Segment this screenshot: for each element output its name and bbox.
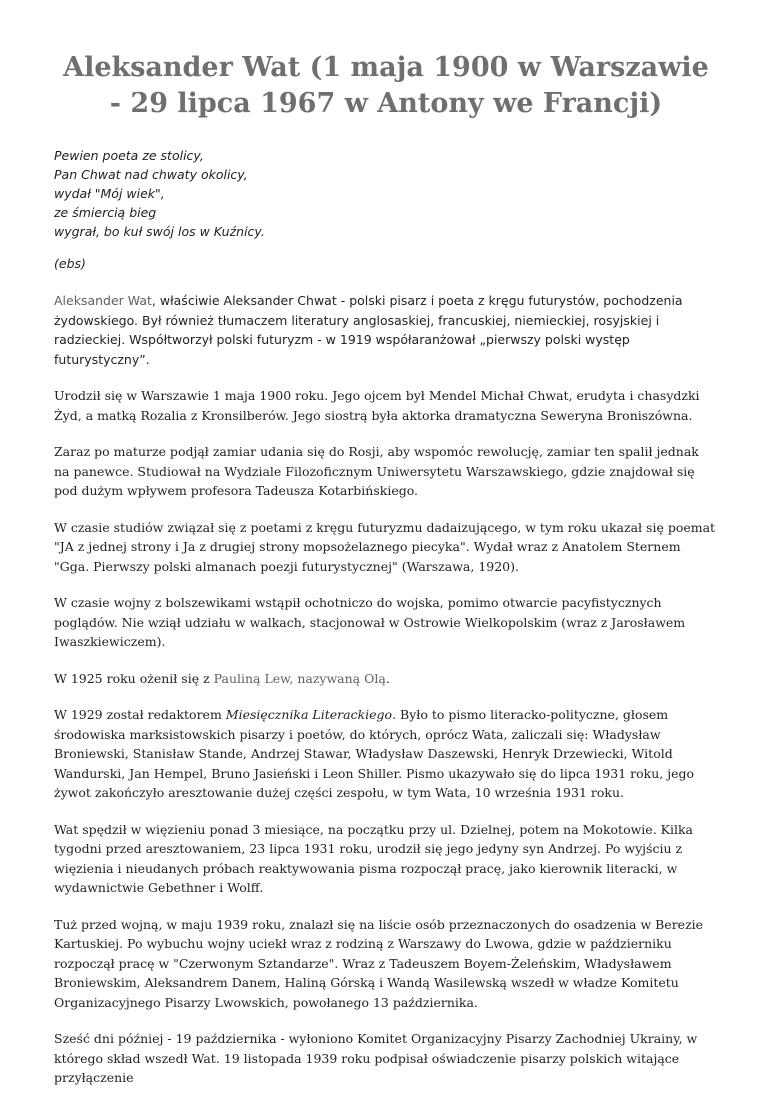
paragraph-studies: Zaraz po maturze podjął zamiar udania się do Rosji, aby wspomóc rewolucję, zamiar ten spalił jednak na panewce. Studiował na Wydziale Filozoficznym Uniwersytetu Warszawskiego, gdzie znajdował się pod dużym wpływem profesora Tadeusza Kotarbińskiego.	[54, 444, 699, 498]
page-title: Aleksander Wat (1 maja 1900 w Warszawie - 29 lipca 1967 w Antony we Francji)	[63, 52, 709, 119]
paragraph-text: . Było to pismo literacko-polityczne, głosem środowiska marksistowskich pisarzy i poetów, do których, oprócz Wata, zaliczali się: Władysław Broniewski, Stanisław Stande, Andrzej Stawar, Władysław Daszewski, Henryk Drzewiecki, Witold Wandurski, Jan Hempel, Bruno Jasieński i Leon Shiller. Pismo ukazywało się do lipca 1931 roku, jego żywot zakończyło aresztowanie dużej części zespołu, w tym Wata, 10 września 1931 roku.	[54, 707, 694, 800]
verse-signature: (ebs)	[54, 256, 86, 271]
paragraph-birth: Urodził się w Warszawie 1 maja 1900 roku. Jego ojcem był Mendel Michał Chwat, erudyta i chasydzki Żyd, a matką Rozalia z Kronsilberów. Jego siostrą była aktorka dramatyczna Seweryna Broniszówna.	[54, 388, 700, 423]
magazine-title: Miesięcznika Literackiego	[225, 707, 393, 722]
verse-line: Pan Chwat nad chwaty okolicy,	[54, 167, 248, 182]
paragraph-futurism: W czasie studiów związał się z poetami z kręgu futuryzmu dadaizującego, w tym roku ukazał się poemat "JA z jednej strony i Ja z drugiej strony mopsożelaznego piecyka". Wydał wraz z Anatolem Sternem "Gga. Pierwszy polski almanach poezji futurystycznej" (Warszawa, 1920).	[54, 519, 716, 574]
wife-link[interactable]: Pauliną Lew, nazywaną Olą	[213, 670, 386, 686]
author-link[interactable]: Aleksander Wat	[54, 293, 152, 308]
verse-line: wydał "Mój wiek",	[54, 186, 165, 201]
paragraph-text: .	[385, 670, 390, 686]
paragraph-text: W 1925 roku ożenił się z	[54, 670, 214, 686]
paragraph-text: W 1929 został redaktorem	[54, 707, 226, 722]
epigram-verse	[54, 146, 718, 241]
document-page	[54, 50, 718, 1105]
paragraph-lwow: Tuż przed wojną, w maju 1939 roku, znalazł się na liście osób przeznaczonych do osadzenia w Berezie Kartuskiej. Po wybuchu wojny uciekł wraz z rodziną z Warszawy do Lwowa, gdzie w październiku rozpoczął pracę w "Czerwonym Sztandarze". Wraz z Tadeuszem Boyem-Żeleńskim, Władysławem Broniewskim, Aleksandrem Danem, Haliną Górską i Wandą Wasilewską wszedł w władze Komitetu Organizacyjnego Pisarzy Lwowskich, powołanego 13 października.	[54, 916, 704, 1010]
paragraph-prison: Wat spędził w więzieniu ponad 3 miesiące, na początku przy ul. Dzielnej, potem na Mokotowie. Kilka tygodni przed aresztowaniem, 23 lipca 1931 roku, urodził się jego jedyny syn Andrzej. Po wyjściu z więzienia i nieudanych próbach reaktywowania pisma rozpoczął pracę, jako kierownik literacki, w wydawnictwie Gebethner i Wolff.	[54, 821, 694, 895]
paragraph-editor	[54, 705, 718, 803]
verse-line: wygrał, bo kuł swój los w Kuźnicy.	[54, 224, 265, 239]
verse-line: ze śmiercią bieg	[54, 205, 157, 220]
paragraph-committee: Sześć dni później - 19 października - wyłoniono Komitet Organizacyjny Pisarzy Zachodniej Ukrainy, w którego skład wszedł Wat. 19 listopada 1939 roku podpisał oświadczenie pisarzy polskich witające przyłączenie	[54, 1031, 698, 1085]
paragraph-intro	[54, 291, 718, 369]
verse-line: Pewien poeta ze stolicy,	[54, 148, 204, 163]
paragraph-marriage	[54, 669, 718, 689]
paragraph-war: W czasie wojny z bolszewikami wstąpił ochotniczo do wojska, pomimo otwarcie pacyfistycznych poglądów. Nie wziął udziału w walkach, stacjonował w Ostrowie Wielkopolskim (wraz z Jarosławem Iwaszkiewiczem).	[54, 595, 686, 649]
paragraph-text: , właściwie Aleksander Chwat - polski pisarz i poeta z kręgu futurystów, pochodzenia żydowskiego. Był również tłumaczem literatury anglosaskiej, francuskiej, niemieckiej, rosyjskiej i radzieckiej. Współtworzył polski futuryzm - w 1919 współaranżował „pierwszy polski występ futurystyczny”.	[54, 293, 683, 367]
